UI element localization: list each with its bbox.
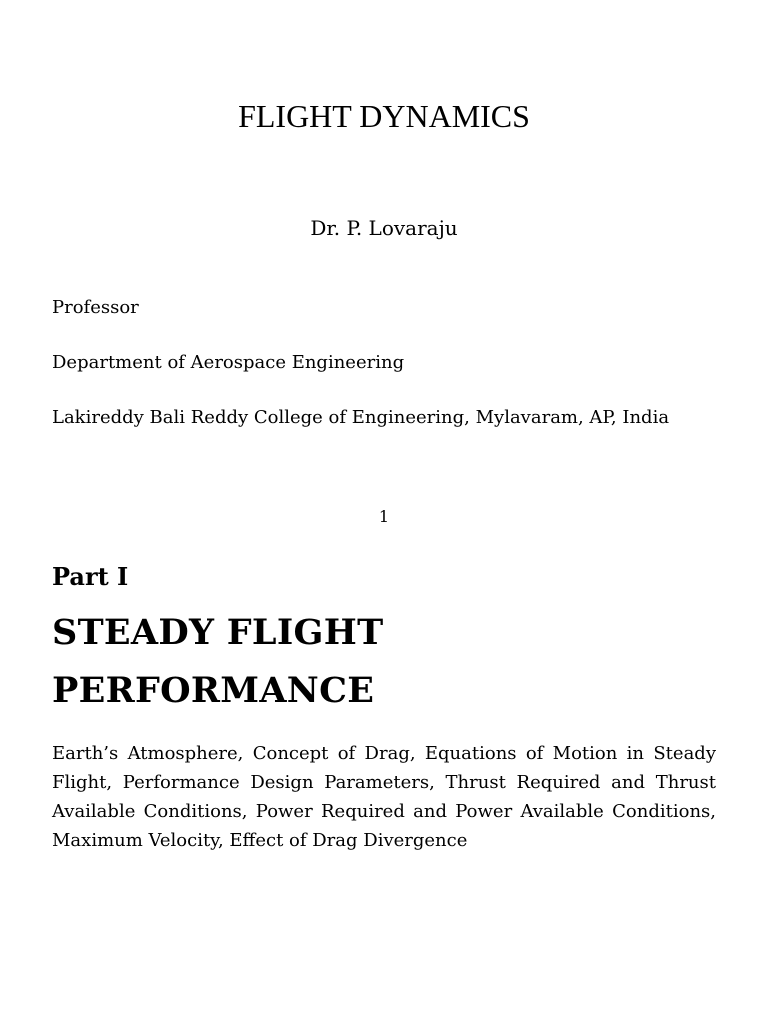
author-position: Professor — [52, 297, 139, 318]
part-title-line-2: PERFORMANCE — [52, 670, 375, 711]
author-department: Department of Aerospace Engineering — [52, 352, 405, 373]
author-name: Dr. P. Lovaraju — [310, 216, 458, 240]
part-summary: Earth’s Atmosphere, Concept of Drag, Equations of Motion in Steady Flight, Performance Design Parameters, Thrust Required and Thrust Available Conditions, Power Required and Power Available Conditions, Maximum Velocity, Effect of Drag Divergence — [52, 743, 716, 851]
page-number: 1 — [378, 507, 390, 526]
document-title: FLIGHT DYNAMICS — [238, 98, 530, 134]
part-label: Part I — [52, 562, 129, 591]
author-institution: Lakireddy Bali Reddy College of Engineering, Mylavaram, AP, India — [52, 407, 670, 428]
part-title-line-1: STEADY FLIGHT — [52, 612, 384, 653]
